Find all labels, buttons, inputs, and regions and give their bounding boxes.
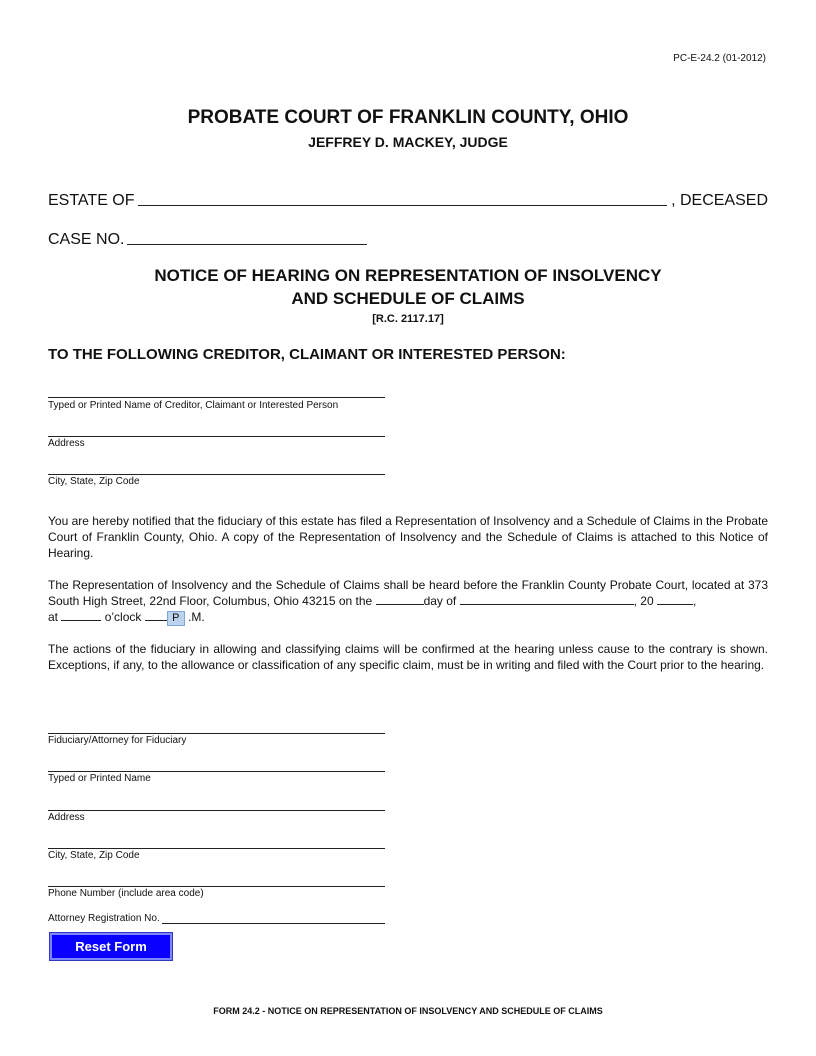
phone-field[interactable] — [48, 886, 385, 887]
estate-field[interactable] — [138, 189, 668, 206]
notice-paragraph-1: You are hereby notified that the fiduciary of this estate has filed a Representation of Insolvency and a Schedule of Claims in the Probate Court of Franklin County, Ohio. A copy of the Representation of Insolvency and the Schedule of Claims is attached to this Notice of Hearing. — [48, 514, 768, 560]
day-of-label: day of — [423, 594, 457, 608]
creditor-address-label: Address — [48, 438, 85, 449]
ampm-spacer — [145, 609, 167, 621]
fiduciary-label: Fiduciary/Attorney for Fiduciary — [48, 735, 187, 746]
m-label: .M. — [188, 610, 205, 624]
case-row — [48, 228, 367, 249]
phone-label: Phone Number (include area code) — [48, 888, 204, 899]
form-footer: FORM 24.2 - NOTICE ON REPRESENTATION OF INSOLVENCY AND SCHEDULE OF CLAIMS — [213, 1006, 603, 1016]
court-title: PROBATE COURT OF FRANKLIN COUNTY, OHIO — [187, 107, 629, 128]
fiduciary-address-label: Address — [48, 812, 85, 823]
case-number-field[interactable] — [127, 228, 367, 245]
printed-name-field[interactable] — [48, 771, 385, 772]
creditor-city-field[interactable] — [48, 474, 385, 475]
hearing-time-field[interactable] — [61, 609, 101, 621]
hearing-location-text: The Representation of Insolvency and the Schedule of Claims shall be heard before the Franklin County Probate Court, located at 373 South High Street, 22nd Floor, Columbus, Ohio 43215 on the — [48, 578, 768, 608]
fiduciary-city-label: City, State, Zip Code — [48, 850, 140, 861]
deceased-label: , DECEASED — [671, 192, 768, 209]
hearing-month-field[interactable] — [460, 593, 634, 605]
fiduciary-address-field[interactable] — [48, 810, 385, 811]
notice-paragraph-3: The actions of the fiduciary in allowing and classifying claims will be confirmed at the hearing unless cause to the contrary is shown. Exceptions, if any, to the allowance or classification of any specific claim, must be in writing and filed with the Court prior to the hearing. — [48, 642, 768, 672]
form-id: PC-E-24.2 (01-2012) — [673, 53, 766, 64]
notice-paragraph-2: The Representation of Insolvency and the Schedule of Claims shall be heard before the Franklin County Probate Court, located at 373 South High Street, 22nd Floor, Columbus, Ohio 43215 on the day of , 20 , at o’clock P .M. — [48, 578, 768, 624]
recipient-heading: TO THE FOLLOWING CREDITOR, CLAIMANT OR INTERESTED PERSON: — [48, 346, 566, 363]
ampm-field[interactable]: P — [167, 611, 185, 626]
creditor-city-label: City, State, Zip Code — [48, 476, 140, 487]
attorney-registration-field[interactable] — [162, 913, 385, 924]
statute-reference: [R.C. 2117.17] — [372, 313, 444, 325]
case-label: CASE NO. — [48, 231, 125, 248]
notice-title-line2: AND SCHEDULE OF CLAIMS — [291, 289, 525, 308]
estate-row — [48, 189, 768, 210]
creditor-name-label: Typed or Printed Name of Creditor, Claimant or Interested Person — [48, 400, 339, 411]
notice-title-line1: NOTICE OF HEARING ON REPRESENTATION OF INSOLVENCY — [154, 266, 662, 285]
printed-name-label: Typed or Printed Name — [48, 773, 151, 784]
year-prefix-label: , 20 — [633, 594, 654, 608]
oclock-label: o’clock — [104, 610, 142, 624]
reset-form-button[interactable]: Reset Form — [50, 933, 172, 960]
fiduciary-signature-field[interactable] — [48, 733, 385, 734]
creditor-address-field[interactable] — [48, 436, 385, 437]
hearing-year-field[interactable] — [657, 593, 693, 605]
creditor-name-field[interactable] — [48, 397, 385, 398]
fiduciary-city-field[interactable] — [48, 848, 385, 849]
estate-label: ESTATE OF — [48, 192, 135, 209]
hearing-day-field[interactable] — [376, 593, 424, 605]
attorney-registration-row — [48, 913, 385, 924]
attorney-registration-label: Attorney Registration No. — [48, 913, 160, 924]
judge-name: JEFFREY D. MACKEY, JUDGE — [308, 134, 508, 150]
at-label: at — [48, 610, 59, 624]
